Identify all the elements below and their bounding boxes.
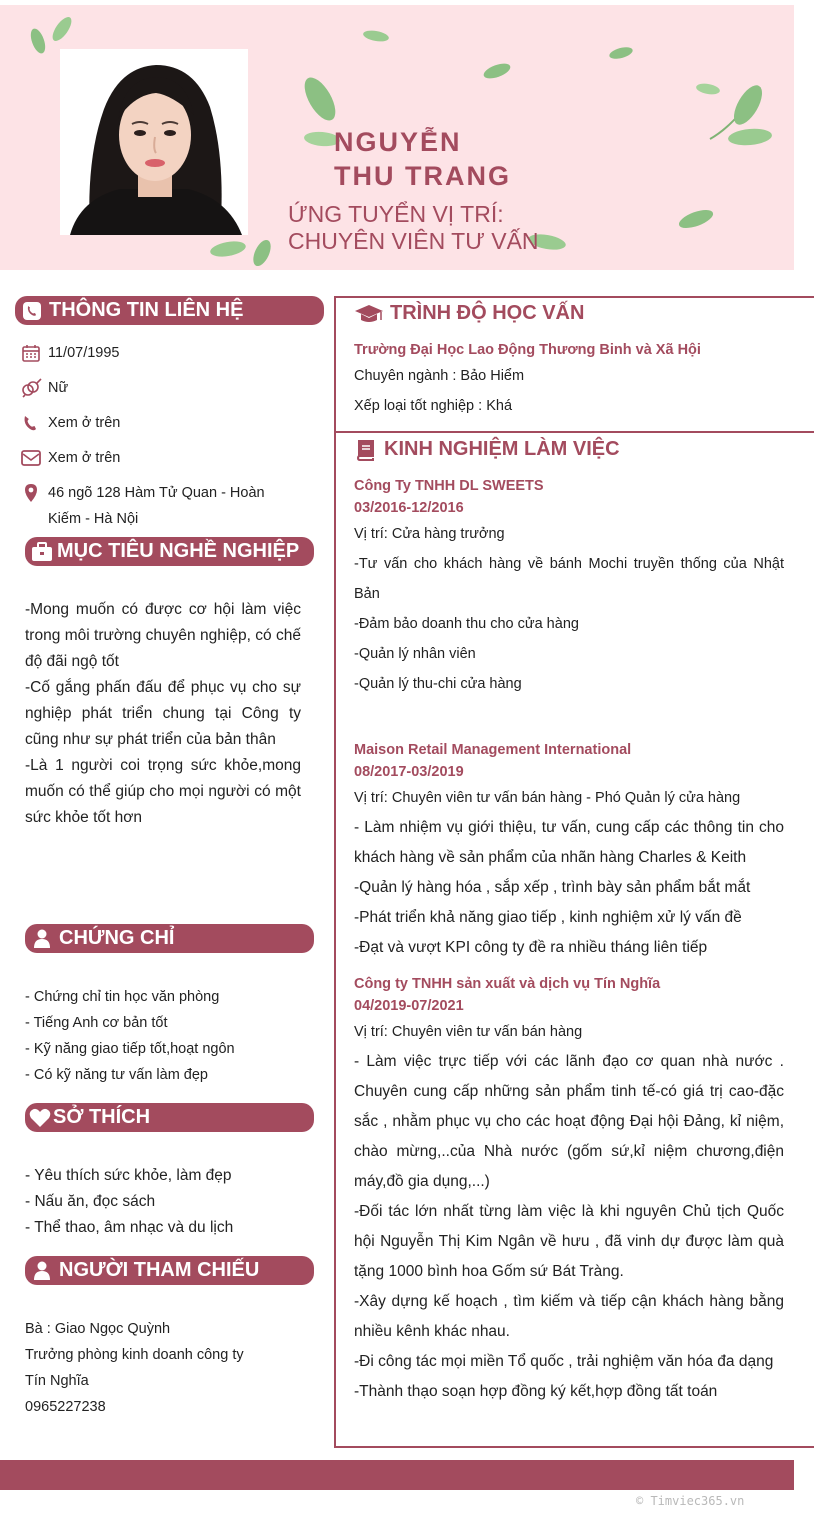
phone-square-icon — [21, 300, 43, 322]
job-role: Vị trí: Chuyên viên tư vấn bán hàng - Phó Quản lý cửa hàng — [354, 790, 741, 806]
leaf-decoration-icon — [690, 77, 780, 157]
job-period: 04/2019-07/2021 — [354, 998, 464, 1014]
leaf-decoration-icon — [360, 27, 392, 45]
watermark: © Timviec365.vn — [636, 1494, 745, 1508]
job-details: - Làm việc trực tiếp với các lãnh đạo cơ quan nhà nước . Chuyên cung cấp những sản phẩm tinh tế-có giá trị cao-đặc sắc , nhằm phục vụ cho các hoạt động Đại hội Đảng, kỉ niệm, chào mừng,..của Nhà nước (gốm sứ,kỉ niệm chương,điện máy,đồ gia dụng,...) -Đối tác lớn nhất từng làm việc là khi nguyên Chủ tịch Quốc hội Nguyễn Thị Kim Ngân về hưu , đã vinh dự được làm quà tặng 1000 bình hoa Gốm sứ Bát Tràng. -Xây dựng kế hoạch , tìm kiếm và tiếp cận khách hàng bằng nhiều kênh khác nhau. -Đi công tác mọi miền Tổ quốc , trải nghiệm văn hóa đa dạng -Thành thạo soạn hợp đồng ký kết,hợp đồng tất toán — [354, 1053, 784, 1400]
book-icon — [354, 439, 376, 461]
list-item: - Tiếng Anh cơ bản tốt — [25, 1015, 168, 1031]
contact-gender-row — [20, 375, 298, 401]
list-item: - Thể thao, âm nhạc và du lịch — [25, 1219, 234, 1236]
certificates-list — [25, 984, 305, 1088]
job-details: -Tư vấn cho khách hàng về bánh Mochi truyền thống của Nhật Bản -Đảm bảo doanh thu cho cửa hàng -Quản lý nhân viên -Quản lý thu-chi cửa hàng — [354, 556, 784, 692]
job-details: - Làm nhiệm vụ giới thiệu, tư vấn, cung cấp các thông tin cho khách hàng về sản phẩm của nhãn hàng Charles & Keith -Quản lý hàng hóa , sắp xếp , trình bày sản phẩm bắt mắt -Phát triển khả năng giao tiếp , kinh nghiệm xử lý vấn đề -Đạt và vượt KPI công ty đề ra nhiều tháng liên tiếp — [354, 819, 784, 956]
objective-section-header — [25, 537, 314, 566]
job-company: Maison Retail Management International — [354, 742, 632, 758]
footer-bar — [0, 1460, 794, 1490]
references-title: NGƯỜI THAM CHIẾU — [59, 1259, 260, 1281]
job-period: 03/2016-12/2016 — [354, 500, 464, 516]
hobbies-list — [25, 1163, 305, 1241]
phone-icon — [20, 412, 42, 434]
contact-gender: Nữ — [48, 380, 69, 396]
contact-phone-row — [20, 410, 298, 436]
candidate-name — [334, 125, 511, 193]
position-line2: CHUYÊN VIÊN TƯ VẤN — [288, 228, 539, 254]
map-marker-icon — [20, 482, 42, 504]
contact-address: 46 ngõ 128 Hàm Tử Quan - Hoàn Kiếm - Hà Nội — [48, 485, 265, 527]
name-line2: THU TRANG — [334, 161, 511, 191]
job-role: Vị trí: Chuyên viên tư vấn bán hàng — [354, 1024, 583, 1040]
job-role: Vị trí: Cửa hàng trưởng — [354, 526, 505, 542]
objective-title: MỤC TIÊU NGHỀ NGHIỆP — [57, 540, 300, 562]
experience-title: KINH NGHIỆM LÀM VIỆC — [384, 438, 620, 460]
position-line1: ỨNG TUYỂN VỊ TRÍ: — [288, 201, 504, 227]
list-item: - Nấu ăn, đọc sách — [25, 1193, 156, 1210]
graduation-cap-icon — [354, 303, 384, 325]
list-item: - Có kỹ năng tư vấn làm đẹp — [25, 1067, 208, 1083]
objective-text: -Mong muốn có được cơ hội làm việc trong môi trường chuyên nghiệp, có chế độ đãi ngộ tốt -Cố gắng phấn đấu để phục vụ cho sự nghiệp phát triển chung tại Công ty cũng như sự phát triển của bản thân -Là 1 người coi trọng sức khỏe,mong muốn có thể giúp cho mọi người có một sức khỏe tốt hơn — [25, 601, 301, 826]
leaf-decoration-icon — [606, 43, 636, 63]
hobbies-section-header — [25, 1103, 314, 1132]
cv-header — [0, 5, 794, 270]
heart-icon — [29, 1107, 51, 1129]
list-item: - Yêu thích sức khỏe, làm đẹp — [25, 1167, 232, 1184]
contact-birthday-row — [20, 340, 298, 366]
section-divider — [334, 431, 814, 433]
education-title: TRÌNH ĐỘ HỌC VẤN — [390, 302, 585, 324]
references-section-header — [25, 1256, 314, 1285]
education-grade: Xếp loại tốt nghiệp : Khá — [354, 398, 513, 414]
user-icon — [31, 928, 53, 950]
reference-line: Bà : Giao Ngọc Quỳnh — [25, 1321, 171, 1337]
contact-address-row — [20, 480, 288, 532]
list-item: - Kỹ năng giao tiếp tốt,hoạt ngôn — [25, 1041, 235, 1057]
leaf-decoration-icon — [480, 60, 514, 82]
reference-line: Trưởng phòng kinh doanh công ty — [25, 1347, 244, 1363]
briefcase-icon — [31, 541, 53, 563]
education-section-header — [354, 302, 584, 325]
job-company: Công Ty TNHH DL SWEETS — [354, 478, 544, 494]
job-period: 08/2017-03/2019 — [354, 764, 464, 780]
leaf-decoration-icon — [206, 231, 278, 270]
avatar — [60, 49, 248, 235]
experience-section-header — [354, 438, 620, 461]
name-line1: NGUYỄN — [334, 127, 462, 157]
contact-email: Xem ở trên — [48, 450, 121, 466]
calendar-icon — [20, 342, 42, 364]
contact-title: THÔNG TIN LIÊN HỆ — [49, 299, 244, 321]
contact-section-header — [15, 296, 324, 325]
reference-line: Tín Nghĩa — [25, 1373, 89, 1389]
reference-line: 0965227238 — [25, 1399, 106, 1415]
leaf-decoration-icon — [674, 205, 718, 233]
contact-birthday: 11/07/1995 — [48, 345, 120, 361]
education-major: Chuyên ngành : Bảo Hiểm — [354, 368, 525, 384]
certificates-title: CHỨNG CHỈ — [59, 927, 175, 949]
list-item: - Chứng chỉ tin học văn phòng — [25, 989, 220, 1005]
user-icon — [31, 1260, 53, 1282]
hobbies-title: SỞ THÍCH — [53, 1106, 151, 1128]
contact-phone: Xem ở trên — [48, 415, 121, 431]
education-school: Trường Đại Học Lao Động Thương Binh và Xã Hội — [354, 342, 701, 358]
certificates-section-header — [25, 924, 314, 953]
references-list — [25, 1316, 305, 1420]
gender-icon — [20, 377, 42, 399]
contact-email-row — [20, 445, 298, 471]
applied-position — [288, 201, 539, 255]
job-company: Công ty TNHH sản xuất và dịch vụ Tín Nghĩa — [354, 976, 661, 992]
envelope-icon — [20, 447, 42, 469]
